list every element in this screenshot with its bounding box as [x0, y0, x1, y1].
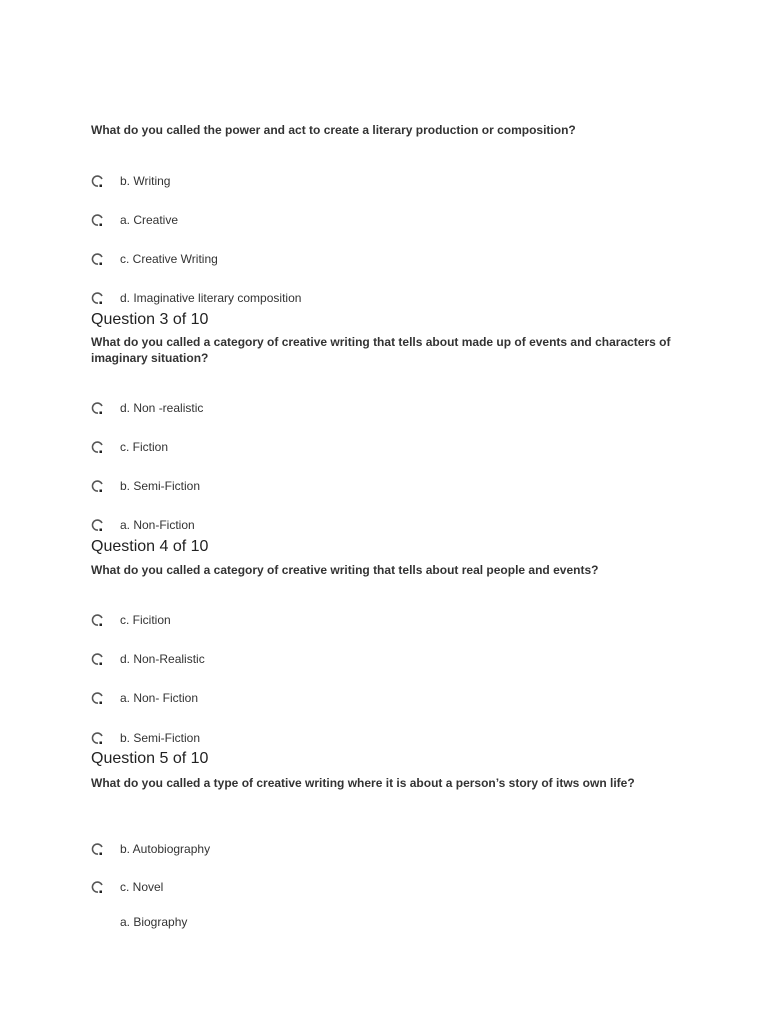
- question-text: What do you called a category of creative writing that tells about real people and events?: [91, 563, 599, 577]
- radio-button-icon[interactable]: [90, 691, 104, 705]
- answer-option[interactable]: [90, 878, 163, 896]
- answer-option[interactable]: [90, 399, 203, 417]
- answer-label: a. Non-Fiction: [120, 518, 195, 532]
- answer-label: c. Fiction: [120, 440, 169, 454]
- answer-option[interactable]: [90, 289, 301, 307]
- answer-label: b. Semi-Fiction: [120, 731, 201, 745]
- answer-option[interactable]: [90, 250, 218, 268]
- answer-label: a. Creative: [120, 213, 179, 227]
- answer-option[interactable]: [90, 729, 200, 747]
- answer-option[interactable]: [90, 840, 210, 858]
- answer-label: d. Non-Realistic: [120, 652, 205, 666]
- radio-button-icon[interactable]: [90, 613, 104, 627]
- answer-label: c. Creative Writing: [120, 252, 218, 266]
- question-text: What do you called a type of creative writing where it is about a person’s story of itws own life?: [91, 776, 635, 790]
- answer-option[interactable]: [90, 689, 198, 707]
- radio-button-icon[interactable]: [90, 252, 104, 266]
- radio-button-icon[interactable]: [90, 401, 104, 415]
- answer-option[interactable]: [90, 650, 205, 668]
- answer-label: a. Biography: [120, 915, 188, 929]
- radio-button-icon[interactable]: [90, 479, 104, 493]
- question-heading: Question 3 of 10: [91, 311, 209, 328]
- radio-button-icon[interactable]: [90, 213, 104, 227]
- answer-label: a. Non- Fiction: [120, 691, 199, 705]
- answer-option[interactable]: [90, 516, 195, 534]
- radio-button-icon[interactable]: [90, 440, 104, 454]
- radio-button-icon[interactable]: [90, 518, 104, 532]
- answer-option[interactable]: [90, 611, 171, 629]
- answer-option[interactable]: [90, 172, 170, 190]
- question-text: What do you called the power and act to create a literary production or composition?: [91, 123, 576, 137]
- radio-button-icon[interactable]: [90, 731, 104, 745]
- radio-button-icon[interactable]: [90, 880, 104, 894]
- answer-label: b. Semi-Fiction: [120, 479, 201, 493]
- question-text: What do you called a category of creative writing that tells about made up of events and characters of imaginary situation?: [91, 335, 671, 365]
- question-heading: Question 4 of 10: [91, 538, 209, 555]
- radio-button-icon[interactable]: [90, 174, 104, 188]
- answer-option[interactable]: [90, 477, 200, 495]
- answer-label: c. Ficition: [120, 613, 171, 627]
- answer-label: d. Imaginative literary composition: [120, 291, 302, 305]
- answer-option[interactable]: [90, 438, 168, 456]
- answer-option[interactable]: [90, 913, 187, 931]
- answer-label: c. Novel: [120, 880, 164, 894]
- answer-label: b. Writing: [120, 174, 171, 188]
- answer-option[interactable]: [90, 211, 178, 229]
- radio-button-icon[interactable]: [90, 842, 104, 856]
- answer-label: d. Non -realistic: [120, 401, 204, 415]
- radio-button-icon[interactable]: [90, 291, 104, 305]
- radio-button-icon[interactable]: [90, 652, 104, 666]
- answer-label: b. Autobiography: [120, 842, 211, 856]
- question-heading: Question 5 of 10: [91, 750, 209, 767]
